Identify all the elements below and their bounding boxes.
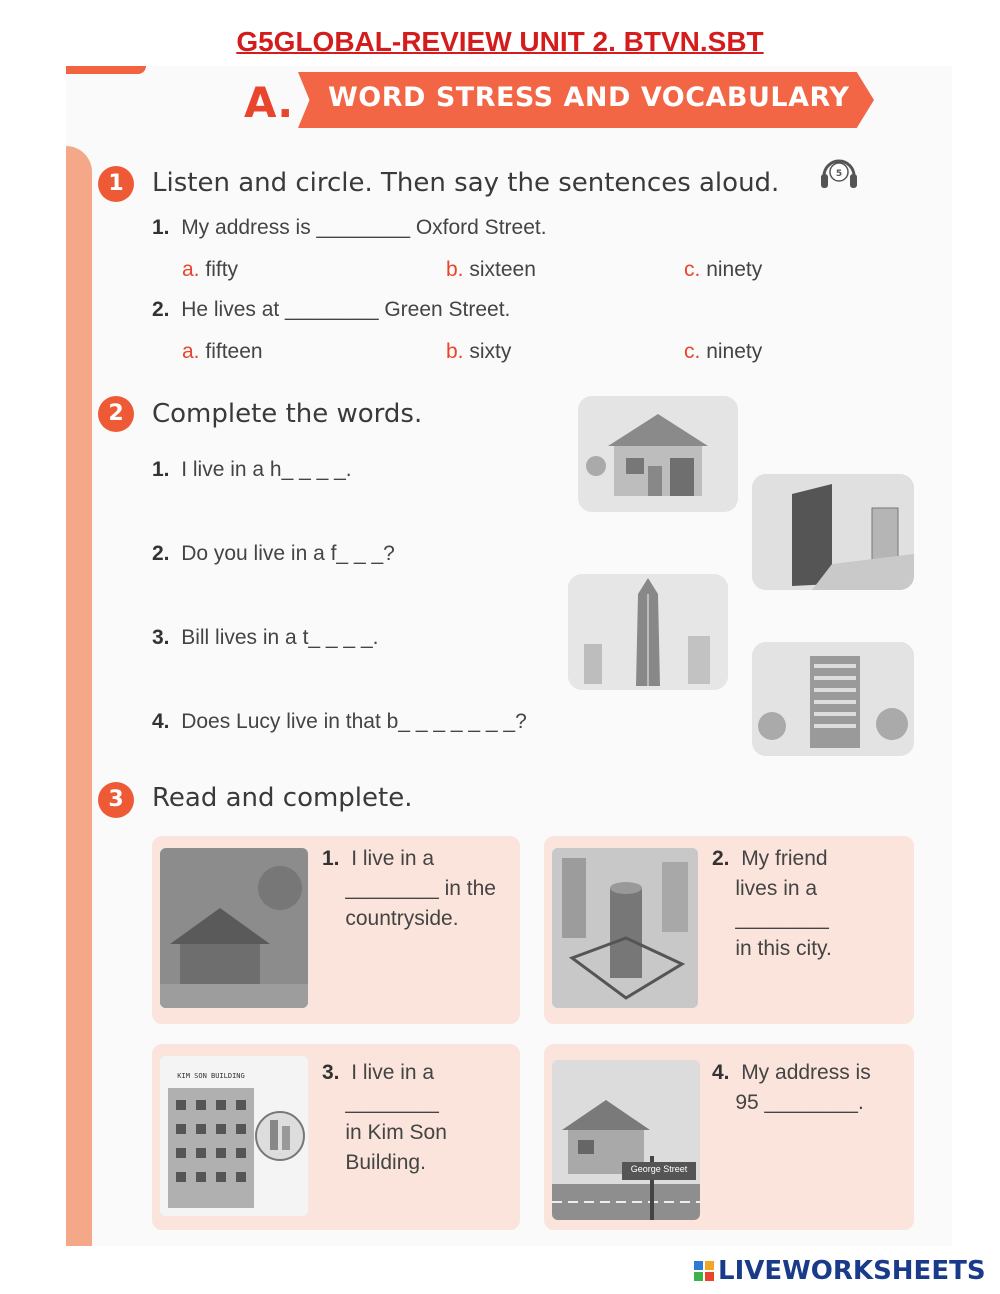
george-street-house-image [552, 1060, 700, 1220]
exercise-1-badge: 1 [98, 166, 134, 202]
section-letter: A. [244, 78, 294, 127]
street-sign: George Street [630, 1164, 688, 1174]
ex2-item-2: 2. Do you live in a f_ _ _? [152, 542, 395, 565]
ex2-item-4: 4. Does Lucy live in that b_ _ _ _ _ _ _? [152, 710, 527, 733]
house-image [578, 396, 738, 512]
exercise-1-title: Listen and circle. Then say the sentences aloud. [152, 168, 780, 198]
svg-text:5: 5 [835, 169, 843, 179]
ex3-card-3 [152, 1044, 520, 1230]
ex3-card-2-text: 2. My friend lives in a ________ in this city. [712, 847, 832, 960]
ex1-item-2: 2. He lives at ________ Green Street. [152, 298, 511, 321]
city-tower-image [552, 848, 698, 1008]
ex1-item-1-option-c[interactable]: c. ninety [684, 258, 763, 281]
section-title: WORD STRESS AND VOCABULARY [328, 82, 850, 113]
exercise-3-badge: 3 [98, 782, 134, 818]
ex3-card-1 [152, 836, 520, 1024]
page-side-decoration [66, 146, 92, 1246]
ex1-item-2-option-c[interactable]: c. ninety [684, 340, 763, 363]
ex3-card-4 [544, 1044, 914, 1230]
ex3-card-4-text: 4. My address is 95 ________. [712, 1061, 871, 1114]
document-title: G5GLOBAL-REVIEW UNIT 2. BTVN.SBT [236, 26, 764, 57]
kim-son-building-image [160, 1056, 308, 1216]
logo-icon [694, 1258, 714, 1278]
worksheet-page [66, 66, 952, 1246]
liveworksheets-logo: LIVEWORKSHEETS [694, 1256, 986, 1286]
exercise-3-title: Read and complete. [152, 783, 413, 813]
ex2-item-1: 1. I live in a h_ _ _ _. [152, 458, 352, 481]
flat-image [752, 474, 914, 590]
building-sign: KIM SON BUILDING [177, 1072, 245, 1080]
ex1-item-2-option-a[interactable]: a. fifteen [182, 340, 263, 363]
ex3-card-1-text: 1. I live in a ________ in the countryside. [322, 847, 496, 930]
ex1-item-1: 1. My address is ________ Oxford Street. [152, 216, 547, 239]
ex1-item-2-option-b[interactable]: b. sixty [446, 340, 512, 363]
exercise-2-title: Complete the words. [152, 399, 423, 429]
exercise-2-badge: 2 [98, 396, 134, 432]
headphones-icon[interactable] [818, 152, 860, 194]
ex1-item-1-option-b[interactable]: b. sixteen [446, 258, 536, 281]
tower-image [568, 574, 728, 690]
building-image [752, 642, 914, 756]
ex3-card-3-text: 3. I live in a ________ in Kim Son Building. [322, 1061, 447, 1174]
ex2-item-3: 3. Bill lives in a t_ _ _ _. [152, 626, 379, 649]
ex3-card-2 [544, 836, 914, 1024]
ex1-item-1-option-a[interactable]: a. fifty [182, 258, 239, 281]
countryside-hut-image [160, 848, 308, 1008]
page-corner-decoration [66, 66, 146, 74]
